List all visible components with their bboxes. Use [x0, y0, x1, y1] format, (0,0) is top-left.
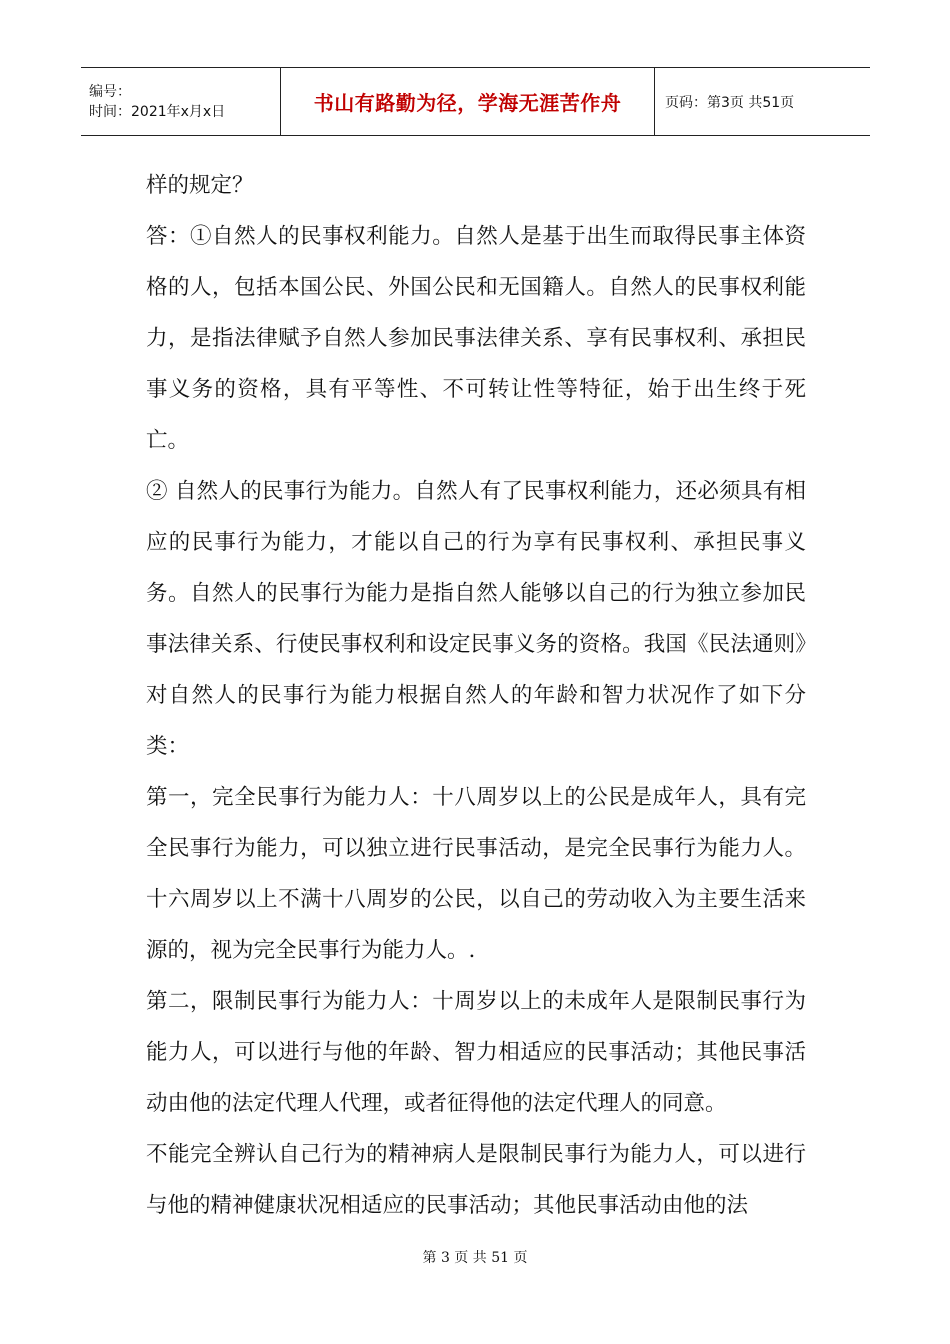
- page-footer: 第 3 页 共 51 页: [422, 1250, 528, 1266]
- document-number-label: 编号：: [89, 83, 131, 100]
- header-meta: [81, 68, 281, 135]
- body-paragraph: 第一，完全民事行为能力人：十八周岁以上的公民是成年人，具有完全民事行为能力，可以独立进行民事活动，是完全民事行为能力人。十六周岁以上不满十八周岁的公民，以自己的劳动收入为主要生活来源的，视为完全民事行为能力人。.: [146, 785, 806, 963]
- header-motto: 书山有路勤为径，学海无涯苦作舟: [281, 68, 655, 135]
- body-paragraph: ② 自然人的民事行为能力。自然人有了民事权利能力，还必须具有相应的民事行为能力，才能以自己的行为享有民事权利、承担民事义务。自然人的民事行为能力是指自然人能够以自己的行为独立参加民事法律关系、行使民事权利和设定民事义务的资格。我国《民法通则》对自然人的民事行为能力根据自然人的年龄和智力状况作了如下分类：: [146, 479, 806, 759]
- body-paragraph: 第二，限制民事行为能力人：十周岁以上的未成年人是限制民事行为能力人，可以进行与他的年龄、智力相适应的民事活动；其他民事活动由他的法定代理人代理，或者征得他的法定代理人的同意。: [146, 989, 806, 1116]
- body-paragraph: 不能完全辨认自己行为的精神病人是限制民事行为能力人，可以进行与他的精神健康状况相适应的民事活动；其他民事活动由他的法: [146, 1142, 806, 1218]
- document-time-label: 时间：2021年x月x日: [89, 103, 226, 120]
- header-page-info: 页码：第3页 共51页: [665, 94, 795, 111]
- body-paragraph: 答：①自然人的民事权利能力。自然人是基于出生而取得民事主体资格的人，包括本国公民、外国公民和无国籍人。自然人的民事权利能力，是指法律赋予自然人参加民事法律关系、享有民事权利、承担民事义务的资格，具有平等性、不可转让性等特征，始于出生终于死亡。: [146, 224, 806, 453]
- page-header: [81, 67, 870, 136]
- document-body: [146, 160, 806, 1231]
- body-paragraph: 样的规定？: [146, 173, 254, 198]
